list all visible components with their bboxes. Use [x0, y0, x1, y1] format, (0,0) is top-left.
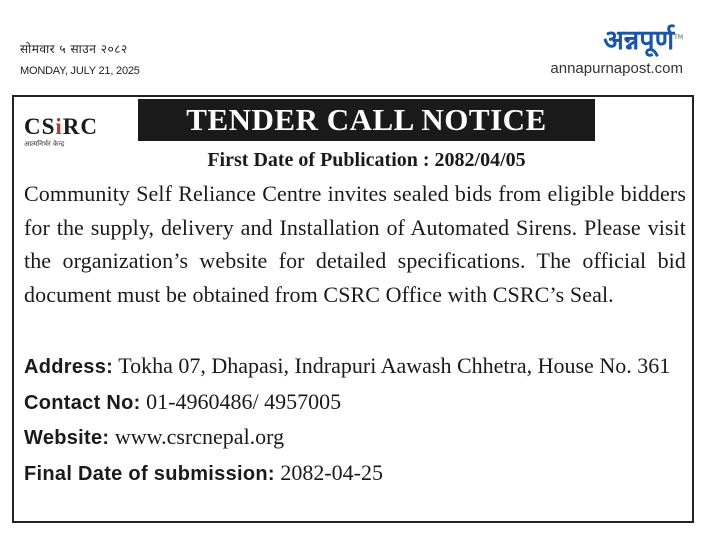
notice-body: Community Self Reliance Centre invites sealed bids from eligible bidders for the supply, delivery and Installation of Automated Sirens. Please visit the organization’s website for detailed specifications. The official bid document must be obtained from CSRC Office with CSRC’s Seal. — [24, 181, 686, 307]
tender-notice — [12, 95, 694, 523]
address-label: Address: — [24, 356, 114, 378]
deadline-line — [24, 456, 686, 492]
csrc-logo-subtext: आत्मनिर्भर केन्द्र — [24, 140, 65, 148]
contact-line — [24, 385, 686, 421]
page-header-left — [20, 40, 140, 77]
csrc-logo-mark: CSiRC — [24, 114, 99, 139]
notice-details — [24, 349, 686, 491]
deadline-label: Final Date of submission: — [24, 462, 275, 485]
website-value: www.csrcnepal.org — [114, 424, 285, 449]
contact-label: Contact No: — [24, 391, 141, 414]
flame-icon: i — [55, 114, 63, 139]
newspaper-logo — [550, 26, 683, 56]
website-label: Website: — [24, 427, 110, 449]
csrc-logo — [24, 114, 123, 158]
brand-trademark: TM — [674, 34, 683, 41]
brand-name: अन्नपूर्ण — [603, 25, 675, 56]
notice-title: TENDER CALL NOTICE — [138, 99, 595, 141]
contact-value: 01-4960486/ 4957005 — [146, 388, 342, 414]
page-header-right — [550, 26, 683, 77]
deadline-value: 2082-04-25 — [280, 459, 384, 485]
publication-date: First Date of Publication : 2082/04/05 — [207, 149, 526, 171]
address-line — [24, 349, 686, 385]
newspaper-website: annapurnapost.com — [550, 59, 683, 77]
address-value: Tokha 07, Dhapasi, Indrapuri Aawash Chhetra, House No. 361 — [118, 353, 671, 378]
website-line — [24, 420, 686, 456]
nepali-date: सोमवार ५ साउन २०८२ — [20, 42, 128, 56]
english-date: MONDAY, JULY 21, 2025 — [20, 65, 140, 77]
